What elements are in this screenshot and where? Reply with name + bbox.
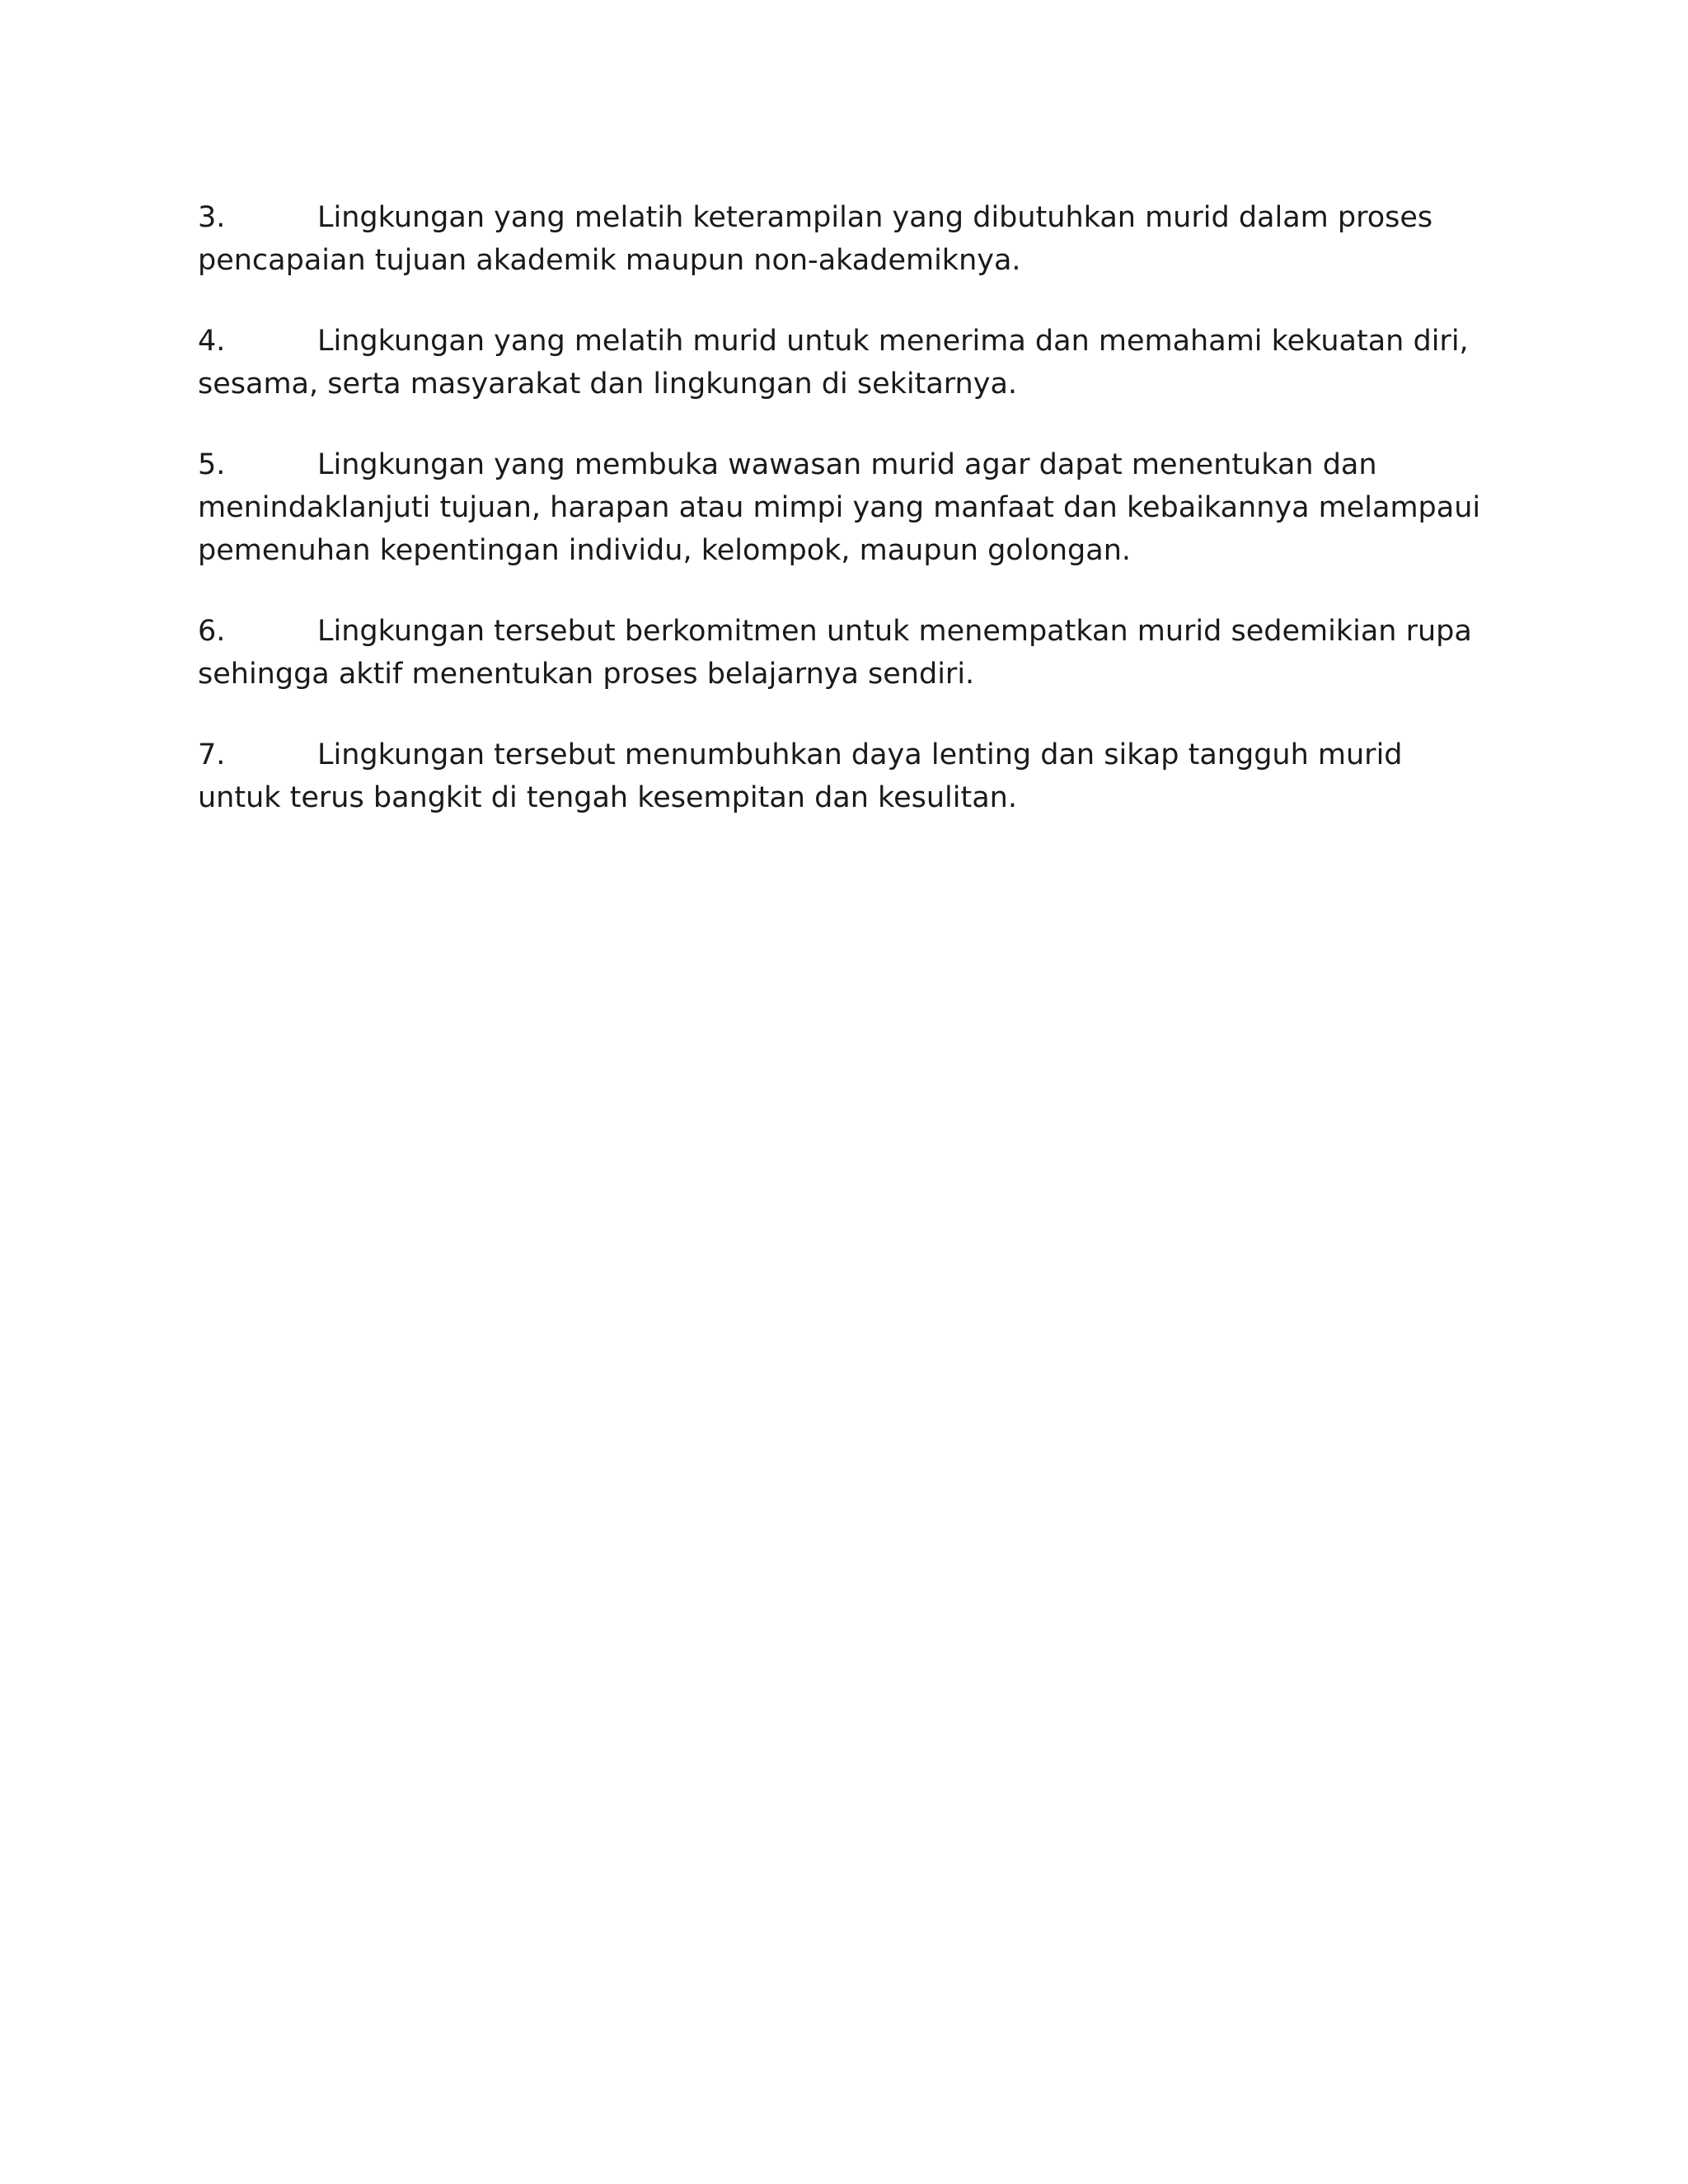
list-item-text: Lingkungan yang melatih keterampilan yang dibutuhkan murid dalam proses pencapaian tujuan akademik maupun non-akademiknya. xyxy=(198,201,1433,277)
list-item-number: 3. xyxy=(198,201,226,234)
list-item-number: 5. xyxy=(198,448,226,481)
list-item-text: Lingkungan yang melatih murid untuk menerima dan memahami kekuatan diri, sesama, serta masyarakat dan lingkungan di sekitarnya. xyxy=(198,325,1469,401)
list-item-number: 7. xyxy=(198,738,226,771)
list-item-text: Lingkungan tersebut berkomitmen untuk menempatkan murid sedemikian rupa sehingga aktif menentukan proses belajarnya sendiri. xyxy=(198,615,1472,691)
list-item xyxy=(198,196,1492,282)
list-item-number: 6. xyxy=(198,615,226,648)
list-item-text: Lingkungan yang membuka wawasan murid agar dapat menentukan dan menindaklanjuti tujuan, harapan atau mimpi yang manfaat dan kebaikannya melampaui pemenuhan kepentingan individu, kelompok, maupun golongan. xyxy=(198,448,1481,567)
list-item xyxy=(198,320,1492,405)
list-item xyxy=(198,443,1492,572)
document-body xyxy=(198,196,1492,857)
list-item xyxy=(198,733,1492,819)
list-item-text: Lingkungan tersebut menumbuhkan daya lenting dan sikap tangguh murid untuk terus bangkit di tengah kesempitan dan kesulitan. xyxy=(198,738,1403,814)
list-item-number: 4. xyxy=(198,325,226,358)
list-item xyxy=(198,610,1492,696)
